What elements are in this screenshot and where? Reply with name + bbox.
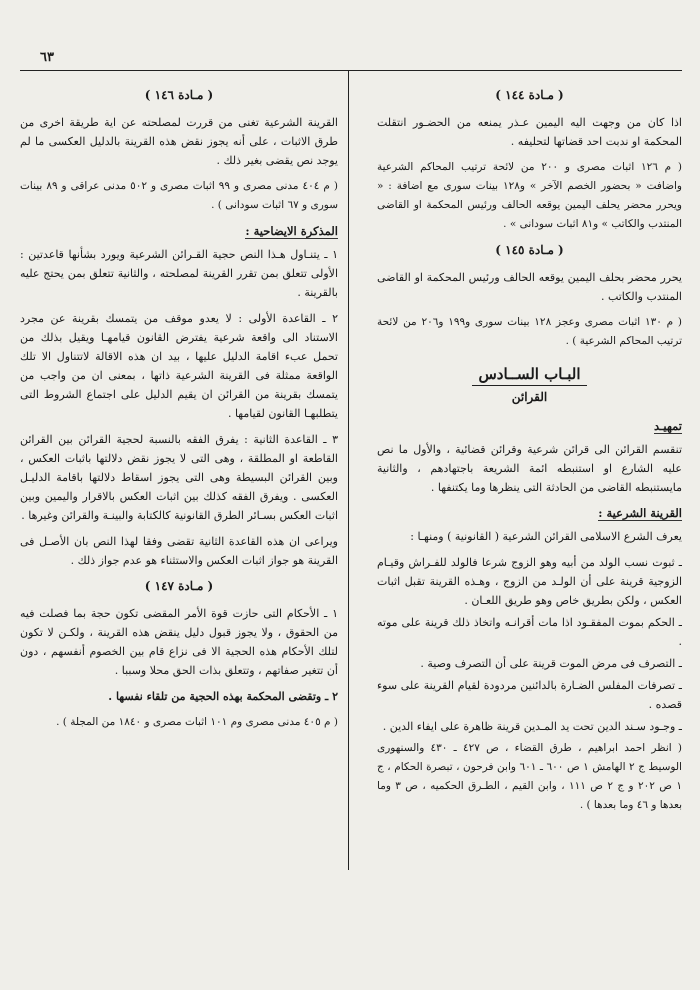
list-item: ـ الحكم بموت المفقـود اذا مات أقرانـه واتخاذ ذلك قرينة على موته . <box>377 616 682 648</box>
explanatory-memo-heading: المذكرة الايضاحية : <box>245 224 338 238</box>
article-147-reference: ( م ٤٠٥ مدنى مصرى وم ١٠١ اثبات مصرى و ١٨٤٠ من المجلة ) . <box>56 716 338 728</box>
column-divider <box>348 70 349 870</box>
memo-paragraph-2: ٢ ـ القاعدة الأولى : لا يعدو موقف من يتمسك بقرينة عن مجرد الاستناد الى واقعة شرعية يفترض القانون قيامهـا ويقيل بذلك من تحمل عبء اقامة الدليل عليها ، بيد ان هذه الاقالة لاتتناول الا تلك الواقعة ممثلة فى القرينة الشرعية ذاتها ، بمعنى ان من واجب من يتمسك بقرينة من القرائن ان يقيم الدليل على اجتماع الشروط التى يتطلبهـا القانون لقيامها . <box>20 312 338 420</box>
legal-presumption-text: يعرف الشرع الاسلامى القرائن الشرعية ( القانونية ) ومنهـا : <box>410 530 682 543</box>
left-column <box>20 80 338 870</box>
list-item: ـ وجـود سـند الدين تحت يد المـدين قرينة ظاهرة على ايفاء الدين . <box>382 720 682 733</box>
legal-presumption-heading: القرينة الشرعية : <box>598 506 682 520</box>
article-144-text: اذا كان من وجهت اليه اليمين عـذر يمنعه من الحضـور انتقلت المحكمة او ندبت احد قضاتها لتحليفه . <box>377 116 682 148</box>
intro-heading: تمهيـد <box>653 419 682 433</box>
article-144-reference: ( م ١٢٦ اثبات مصرى و ٢٠٠ من لائحة ترتيب المحاكم الشرعية واضافت « بحضور الخصم الآخر » و١٢٨ بينات سورى مع اضافة : « ويحرر محضر يحلف اليمين يوقعه الحالف ورئيس المحكمة او القاضى المنتدب والكاتب » و٨١ اثبات سودانى » . <box>377 161 682 230</box>
memo-paragraph-1: ١ ـ يتنـاول هـذا النص حجية القـرائن الشرعية ويورد بشأنها قاعدتين : الأولى تتعلق بمن تقرر القرينة لمصلحته ، والثانية تتعلق بمن يحتج عليه بالقرينة . <box>20 248 338 299</box>
list-item: ـ التصرف فى مرض الموت قرينة على أن التصرف وصية . <box>420 657 682 670</box>
list-item: ـ ثبوت نسب الولد من أبيه وهو الزوج شرعا فالولد للفـراش وقيـام الزوجية قرينة على أن الولـد من الزوج ، وهـذه القرينة تقبل اثبات العكس ، ولكن بطريق خاص وهو طريق اللعـان . <box>377 556 682 607</box>
article-147-title: ( مـادة ١٤٧ ) <box>144 579 214 593</box>
article-146-reference: ( م ٤٠٤ مدنى مصرى و ٩٩ اثبات مصرى و ٥٠٢ مدنى عراقى و ٨٩ بينات سورى و ٦٧ اثبات سودانى ) . <box>20 180 338 211</box>
article-144-title: ( مـادة ١٤٤ ) <box>495 88 564 102</box>
article-147-paragraph-1: ١ ـ الأحكام التى حازت قوة الأمر المقضى تكون حجة بما فصلت فيه من الحقوق ، ولا يجوز قبول دليل ينقض هذه القرينة ، ولكـن لا تكون لتلك الأحكام هذه الحجية الا فى نزاع قام بين الخصوم أنفسهم ، دون أن تتغير صفاتهم ، وتتعلق بذات الحق محلا وسببا . <box>20 607 338 677</box>
article-145-text: يحرر محضر بحلف اليمين يوقعه الحالف ورئيس المحكمة او القاضى المنتدب والكاتب . <box>377 271 682 303</box>
article-145-reference: ( م ١٣٠ اثبات مصرى وعجز ١٢٨ بينات سورى و١٩٩ و٢٠٦ من لائحة ترتيب المحاكم الشرعية ) . <box>377 316 682 347</box>
list-item: ـ تصرفات المفلس الضـارة بالدائنين مردودة لقيام القرينة على سوء قصده . <box>377 679 682 711</box>
memo-paragraph-4: ويراعى ان هذه القاعدة الثانية تقضى وفقا لهذا النص بان الأصـل فى القرينة هو جواز اثبات العكس والاستثناء هو عدم جواز ذلك . <box>20 535 338 567</box>
intro-text: تنقسم القرائن الى قرائن شرعية وقرائن قضائية ، والأول ما نص عليه الشارع او استنبطه ائمة الشريعة باجتهادهم ، والثانية مايستنبطه القاضى من الحادثة التى ينظرها وما يكتنفها . <box>377 443 682 494</box>
article-146-title: ( مـادة ١٤٦ ) <box>144 88 214 102</box>
header-rule <box>20 70 682 71</box>
right-column <box>377 80 682 870</box>
article-147-paragraph-2: ٢ ـ وتقضى المحكمة بهذه الحجية من تلقاء نفسها . <box>108 690 338 703</box>
article-145-title: ( مـادة ١٤٥ ) <box>495 243 564 257</box>
chapter-title: البـاب الســادس <box>377 365 682 384</box>
article-146-text: القرينة الشرعية تغنى من قررت لمصلحته عن اية طريقة اخرى من طرق الاثبات ، على أنه يجوز نقض هذه القرينة بالدليل العكسى ما لم يوجد نص يقضى بغير ذلك . <box>20 116 338 167</box>
memo-paragraph-3: ٣ ـ القاعدة الثانية : يفرق الفقه بالنسبة لحجية القرائن بين القرائن القاطعة او المطلقة ، وهى التى لا يجوز نقض دلالتها باثبات العكس ، وبين القرائن البسيطة وهى التى يجوز اسقاط دلالتها باقامة الدليـل العكسى . ويفرق الفقه كذلك بين اثبات العكس بالاقرار واليمين وبين اثبات العكس بسـائر الطرق القانونية كالكتابة والبينـة والقرائن وغيرها . <box>20 433 338 522</box>
final-reference: ( انظر احمد ابراهيم ، طرق القضاء ، ص ٤٢٧ ـ ٤٣٠ والسنهورى الوسيط ج ٢ الهامش ١ ص ٦٠٠ ـ ٦٠١ وابن فرحون ، تبصرة الحكام ، ج ١ ص ٢٠٢ و ج ٢ ص ١١١ ، وابن القيم ، الطـرق الحكميه ، ص ٣ وما بعدها و ٤٦ وما بعدها ) . <box>377 742 682 811</box>
chapter-subtitle: القرائن <box>511 390 548 404</box>
page-number: ٦٣ <box>40 50 54 65</box>
